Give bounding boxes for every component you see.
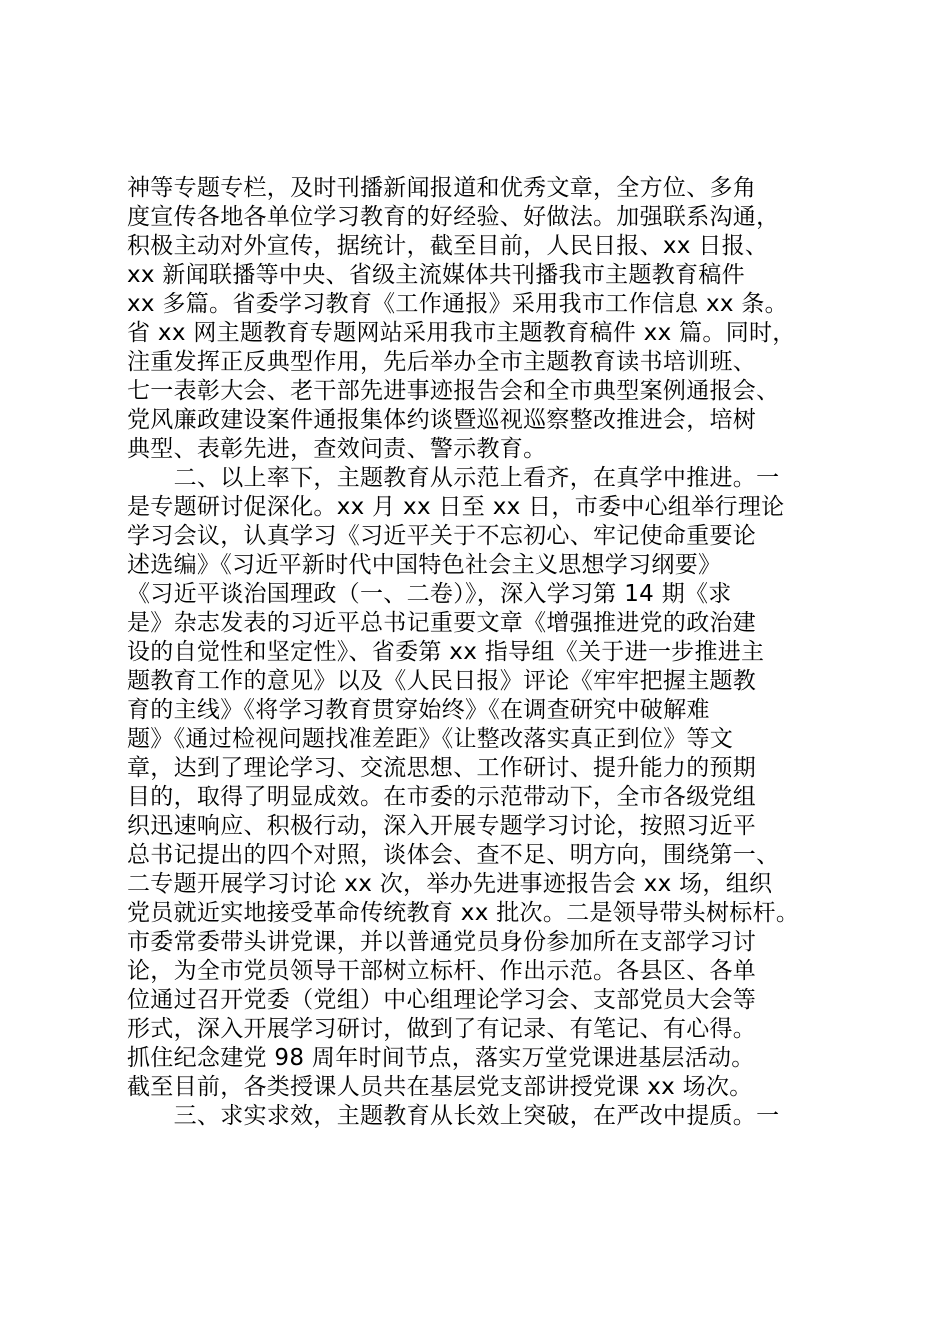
text-line: 述选编》《习近平新时代中国特色社会主义思想学习纲要》 xyxy=(127,552,722,578)
text-line: 《习近平谈治国理政（一、二卷）》，深入学习第 14 期《求 xyxy=(127,581,732,607)
text-line: 截至目前，各类授课人员共在基层党支部讲授党课 xx 场次。 xyxy=(127,1074,753,1100)
text-line: xx 新闻联播等中央、省级主流媒体共刊播我市主题教育稿件 xyxy=(127,262,745,288)
text-line: 设的自觉性和坚定性》、省委第 xx 指导组《关于进一步推进主 xyxy=(127,639,765,665)
text-line: 位通过召开党委（党组）中心组理论学习会、支部党员大会等 xyxy=(127,987,757,1013)
text-line: 度宣传各地各单位学习教育的好经验、好做法。加强联系沟通， xyxy=(127,204,780,230)
text-line: 注重发挥正反典型作用，先后举办全市主题教育读书培训班、 xyxy=(127,349,757,375)
section-two-heading-line: 二、以上率下，主题教育从示范上看齐，在真学中推进。一 xyxy=(127,465,780,491)
text-line: 目的，取得了明显成效。在市委的示范带动下，全市各级党组 xyxy=(127,784,757,810)
text-line: 论，为全市党员领导干部树立标杆、作出示范。各县区、各单 xyxy=(127,958,757,984)
text-line: 题》《通过检视问题找准差距》《让整改落实真正到位》等文 xyxy=(127,726,734,752)
text-line: 典型、表彰先进，查效问责、警示教育。 xyxy=(127,436,547,462)
text-line: 学习会议，认真学习《习近平关于不忘初心、牢记使命重要论 xyxy=(127,523,757,549)
section-three-heading-line: 三、求实求效，主题教育从长效上突破，在严改中提质。一 xyxy=(127,1103,780,1129)
text-line: 党员就近实地接受革命传统教育 xx 批次。二是领导带头树标杆。 xyxy=(127,900,800,926)
text-line: xx 多篇。省委学习教育《工作通报》采用我市工作信息 xx 条。 xyxy=(127,291,788,317)
text-line: 形式，深入开展学习研讨，做到了有记录、有笔记、有心得。 xyxy=(127,1016,757,1042)
text-line: 是》杂志发表的习近平总书记重要文章《增强推进党的政治建 xyxy=(127,610,757,636)
text-line: 七一表彰大会、老干部先进事迹报告会和全市典型案例通报会、 xyxy=(127,378,780,404)
text-line: 题教育工作的意见》以及《人民日报》评论《牢牢把握主题教 xyxy=(127,668,757,694)
text-line: 省 xx 网主题教育专题网站采用我市主题教育稿件 xx 篇。同时， xyxy=(127,320,796,346)
text-line: 二专题开展学习讨论 xx 次，举办先进事迹报告会 xx 场，组织 xyxy=(127,871,773,897)
text-line: 抓住纪念建党 98 周年时间节点，落实万堂党课进基层活动。 xyxy=(127,1045,755,1071)
text-line: 育的主线》《将学习教育贯穿始终》《在调查研究中破解难 xyxy=(127,697,710,723)
text-line: 党风廉政建设案件通报集体约谈暨巡视巡察整改推进会，培树 xyxy=(127,407,757,433)
text-line: 总书记提出的四个对照，谈体会、查不足、明方向，围绕第一、 xyxy=(127,842,780,868)
text-line: 市委常委带头讲党课，并以普通党员身份参加所在支部学习讨 xyxy=(127,929,757,955)
body-text xyxy=(127,174,867,1131)
text-line: 积极主动对外宣传，据统计，截至目前，人民日报、xx 日报、 xyxy=(127,233,769,259)
text-line: 是专题研讨促深化。xx 月 xx 日至 xx 日，市委中心组举行理论 xyxy=(127,494,785,520)
text-line: 章，达到了理论学习、交流思想、工作研讨、提升能力的预期 xyxy=(127,755,757,781)
text-line: 织迅速响应、积极行动，深入开展专题学习讨论，按照习近平 xyxy=(127,813,757,839)
text-line: 神等专题专栏，及时刊播新闻报道和优秀文章，全方位、多角 xyxy=(127,175,757,201)
